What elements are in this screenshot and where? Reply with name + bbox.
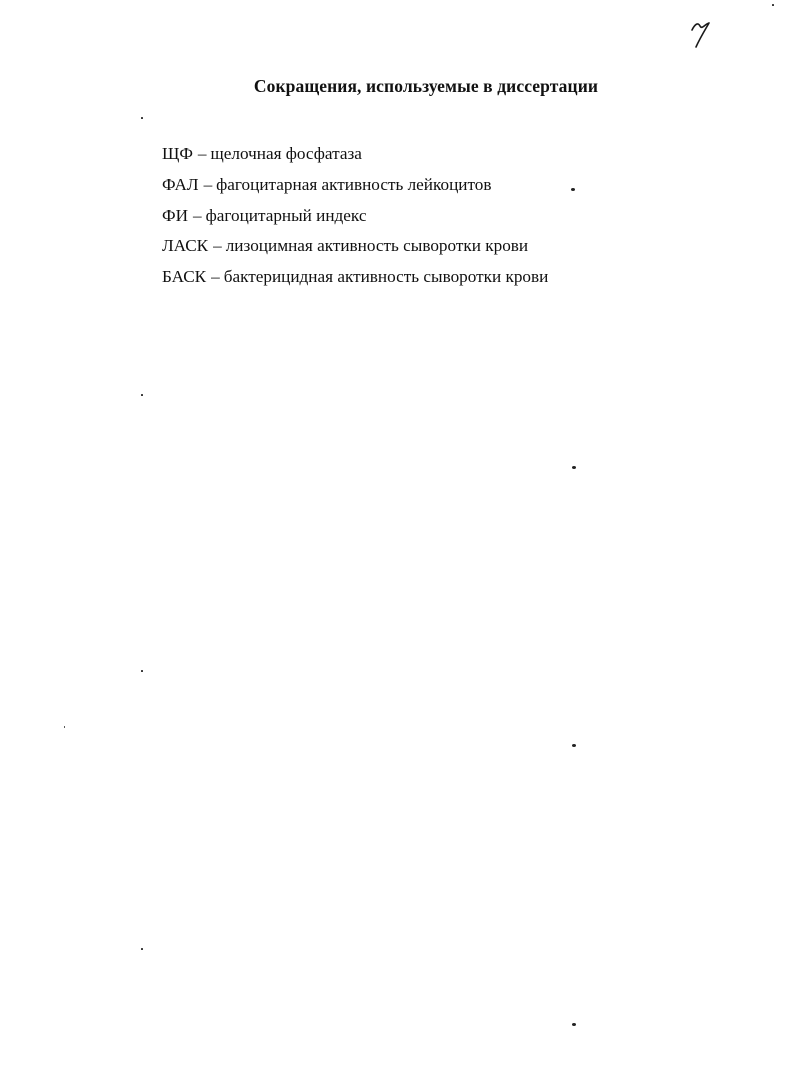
- scan-speck: [571, 188, 575, 191]
- scan-speck: [141, 670, 143, 672]
- abbreviation-term: ЩФ: [162, 144, 193, 163]
- abbreviation-definition: щелочная фосфатаза: [210, 144, 362, 163]
- abbreviation-entry: [162, 231, 548, 262]
- abbreviation-separator: –: [193, 205, 202, 225]
- abbreviation-entry: [162, 170, 548, 201]
- scan-speck: [141, 948, 143, 950]
- scan-speck: [572, 744, 576, 747]
- abbreviation-separator: –: [203, 174, 213, 194]
- abbreviation-definition: бактерицидная активность сыворотки крови: [223, 267, 549, 287]
- scan-speck: [64, 726, 65, 728]
- abbreviation-entry: [162, 201, 548, 232]
- scan-speck: [572, 466, 576, 469]
- abbreviation-entry: [162, 262, 548, 293]
- abbreviation-separator: –: [211, 267, 220, 287]
- scan-speck: [141, 117, 143, 119]
- abbreviation-separator: –: [213, 236, 222, 256]
- abbreviation-definition: фагоцитарная активность лейкоцитов: [216, 174, 492, 194]
- page-title: Сокращения, используемые в диссертации: [253, 76, 599, 96]
- abbreviation-term: ФАЛ: [162, 174, 199, 194]
- abbreviation-list: [162, 139, 548, 293]
- abbreviation-definition: фагоцитарный индекс: [205, 205, 367, 225]
- abbreviation-separator: –: [197, 144, 207, 163]
- abbreviation-entry: [162, 139, 548, 170]
- abbreviation-term: ЛАСК: [162, 236, 209, 256]
- handwritten-page-number: [686, 16, 716, 50]
- abbreviation-definition: лизоцимная активность сыворотки крови: [225, 236, 529, 256]
- abbreviation-term: БАСК: [162, 267, 207, 287]
- scan-speck: [572, 1023, 576, 1026]
- scan-speck: [772, 4, 774, 6]
- page-number-handwriting-icon: [686, 16, 716, 50]
- scan-speck: [141, 394, 143, 396]
- abbreviation-term: ФИ: [162, 205, 188, 225]
